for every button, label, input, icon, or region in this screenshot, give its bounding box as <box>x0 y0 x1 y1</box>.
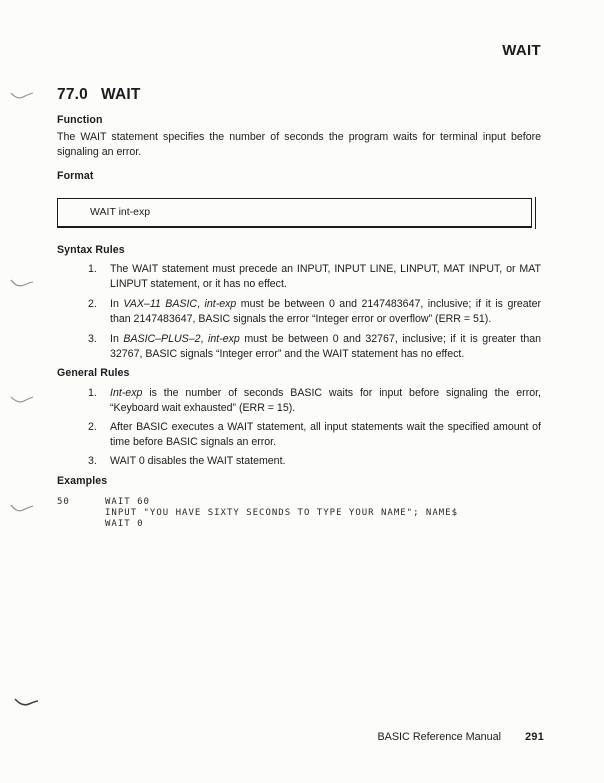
running-header-label: WAIT <box>502 42 541 59</box>
code-line-number: 50 <box>57 497 70 507</box>
list-item-number: 2. <box>88 298 97 311</box>
margin-squiggle-icon <box>9 501 35 515</box>
page-footer <box>57 731 544 743</box>
list-item <box>57 386 541 415</box>
section-title: WAIT <box>100 86 141 103</box>
list-item-number: 1. <box>88 387 97 399</box>
list-item <box>57 262 541 291</box>
general-rules-list <box>57 386 541 474</box>
list-item <box>57 332 541 361</box>
code-line: WAIT 0 <box>105 518 144 529</box>
running-header <box>57 42 541 59</box>
section-heading <box>57 86 541 104</box>
section-number: 77.0 <box>57 86 88 103</box>
example-code-block <box>57 497 541 529</box>
general-rules-heading: General Rules <box>57 367 130 379</box>
list-item-text: In VAX–11 BASIC, int-exp must be between 0 and 2147483647, inclusive; if it is greater than 2147483647, BASIC signals the error “Integer error or overflow” (ERR = 51). <box>110 298 542 325</box>
examples-heading: Examples <box>57 475 108 487</box>
list-item-number: 3. <box>88 333 97 346</box>
function-heading: Function <box>57 114 103 126</box>
margin-squiggle-icon <box>9 392 35 406</box>
list-item-text: Int-exp is the number of seconds BASIC waits for input before signaling the error, “Keyboard wait exhausted” (ERR = 15). <box>110 387 541 414</box>
list-item-text: The WAIT statement must precede an INPUT, INPUT LINE, LINPUT, MAT INPUT, or MAT LINPUT statement, or it has no effect. <box>110 263 541 290</box>
function-body: The WAIT statement specifies the number of seconds the program waits for terminal input before signaling an error. <box>57 131 541 158</box>
list-item-number: 2. <box>88 421 97 434</box>
code-lines <box>105 497 458 529</box>
margin-squiggle-icon <box>9 276 35 290</box>
format-syntax-text: WAIT int-exp <box>90 206 151 218</box>
syntax-rules-list <box>57 262 541 368</box>
syntax-rules-heading: Syntax Rules <box>57 244 125 256</box>
code-line: INPUT "YOU HAVE SIXTY SECONDS TO TYPE YOUR NAME"; NAME$ <box>105 507 459 518</box>
list-item <box>57 297 541 326</box>
code-line: WAIT 60 <box>105 497 150 507</box>
list-item <box>57 454 541 469</box>
list-item-text: In BASIC–PLUS–2, int-exp must be between 0 and 32767, inclusive; if it is greater than 32767, BASIC signals “Integer error” and the WAIT statement has no effect. <box>110 333 541 360</box>
margin-squiggle-icon <box>9 88 35 102</box>
list-item-text: WAIT 0 disables the WAIT statement. <box>110 455 286 468</box>
format-syntax-box <box>57 198 532 228</box>
margin-squiggle-icon <box>13 694 39 708</box>
list-item-number: 1. <box>88 263 97 275</box>
format-box-shadow-line <box>535 197 537 229</box>
format-heading: Format <box>57 170 94 182</box>
footer-manual-title: BASIC Reference Manual <box>377 731 502 743</box>
list-item-number: 3. <box>88 455 97 468</box>
list-item-text: After BASIC executes a WAIT statement, all input statements wait the specified amount of time before BASIC signals an error. <box>110 421 541 448</box>
footer-page-number: 291 <box>525 731 544 743</box>
list-item <box>57 420 541 449</box>
